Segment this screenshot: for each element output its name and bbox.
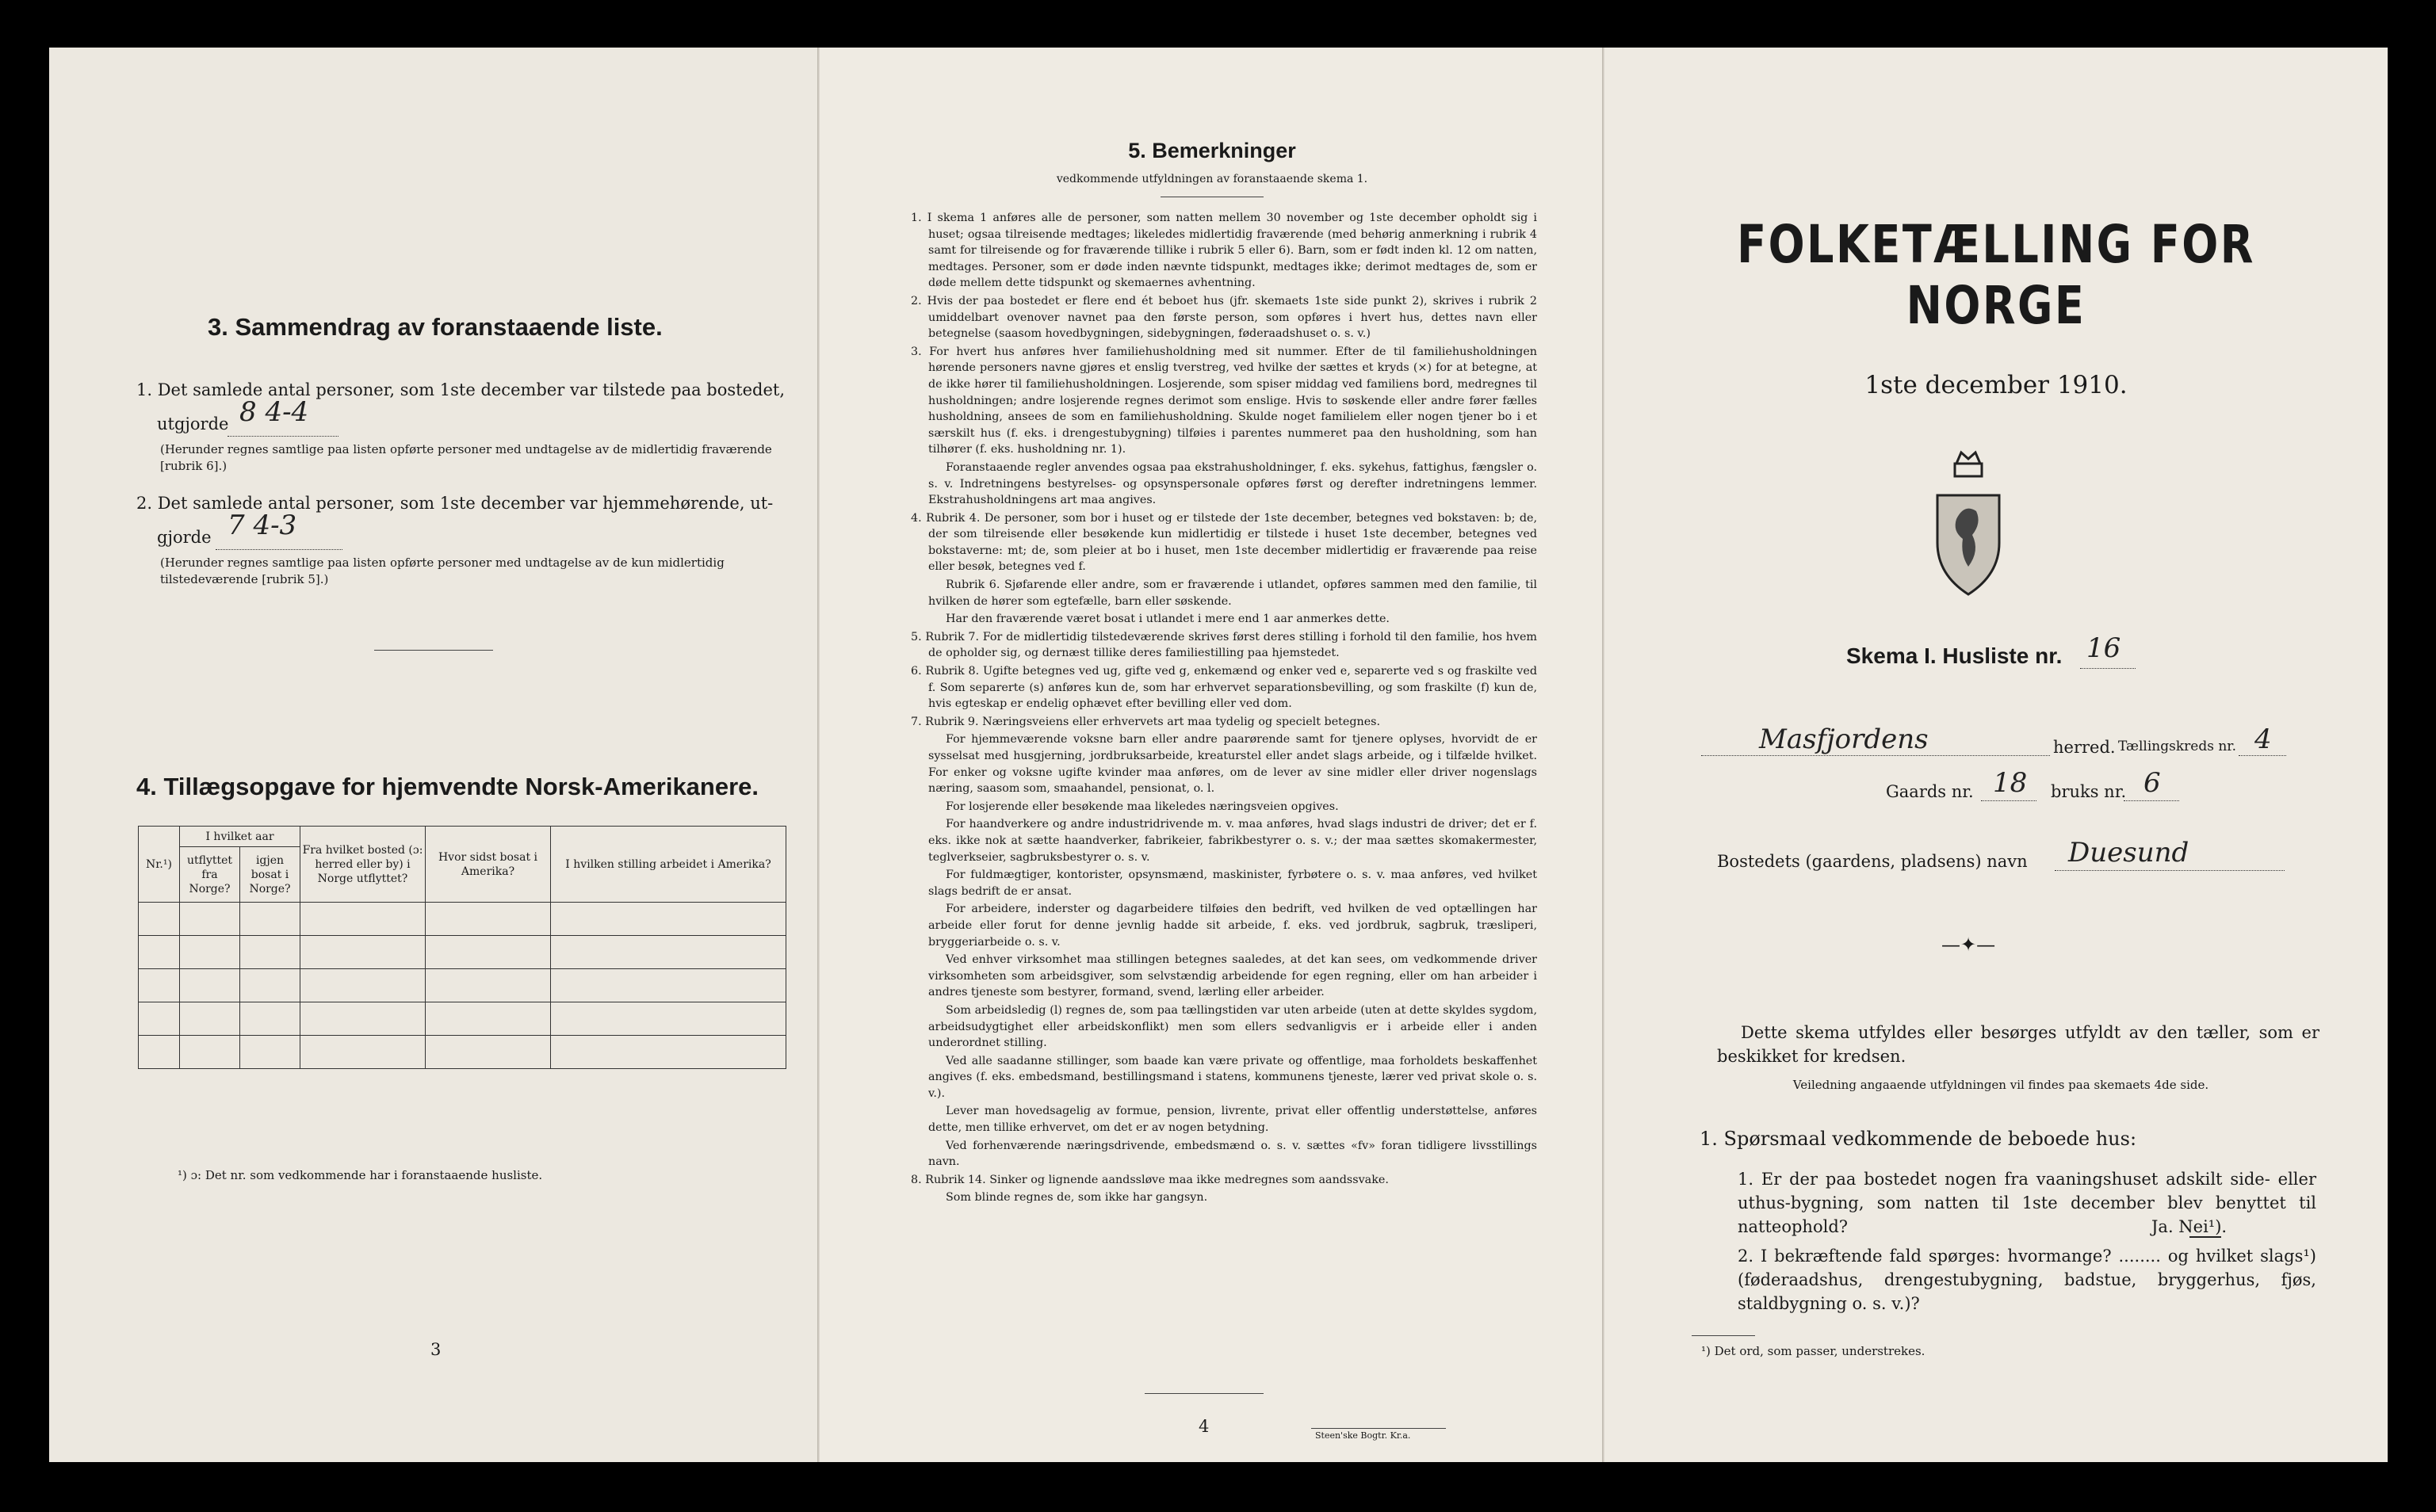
gaards-label: Gaards nr. [1886,782,1974,801]
middle-page-number: 4 [1199,1417,1210,1436]
intro-text: Dette skema utfyldes eller besørges utfyldt av den tæller, som er beskikket for kredsen. [1717,1023,2319,1066]
left-page-number: 3 [430,1340,442,1359]
item1-dotted-line [228,436,338,437]
husliste-dotted-line [2080,668,2136,669]
col-utflyttet-header: utflyttet fra Norge? [180,847,240,903]
bruks-value: 6 [2143,767,2161,799]
section3-item2-value: 7 4-3 [228,510,297,541]
form-date: 1ste december 1910. [1864,371,2128,399]
remark-paragraph: For losjerende eller besøkende maa likeledes næringsveien opgives. [946,800,1339,813]
question-1-answer: Ja. Nei¹). [2151,1217,2228,1236]
remark-paragraph: 1. I skema 1 anføres alle de personer, som natten mellem 30 november og 1ste december opholdt sig i huset; ogsaa tilreisende medtages; likeledes midlertidig fraværende (med behørig anmerkning i rubrik 4 samt for tilreisende og for fraværende tillike i rubrik 5 eller 6). Barn, som er født inden kl. 12 om natten, medtages. Personer, som er døde inden nævnte tidspunkt, medtages ikke; derimot medtages de, som er døde mellem dette tidspunkt og skemaernes avhentning. [911,212,1537,290]
footnote-rule [1692,1335,1755,1336]
bosted-label: Bostedets (gaardens, pladsens) navn [1717,852,2028,871]
intro-note: Veiledning angaaende utfyldningen vil findes paa skemaets 4de side. [1792,1078,2209,1092]
item2-dotted-line [216,549,342,550]
norsk-amerikanere-table [138,826,786,1069]
kreds-value: 4 [2254,724,2272,755]
right-footnote: ¹) Det ord, som passer, understrekes. [1701,1344,1925,1358]
herred-label: herred. [2053,738,2116,757]
left-page [49,48,820,1462]
section4-title: 4. Tillægsopgave for hjemvendte Norsk-Amerikanere. [136,773,759,800]
bosted-dotted-line [2055,870,2285,871]
section3-item1: 1. Det samlede antal personer, som 1ste december var tilstede paa bostedet, [136,380,786,399]
remark-paragraph: Ved forhenværende næringsdrivende, embedsmænd o. s. v. sættes «fv» foran tidligere livsstillings navn. [928,1139,1537,1169]
remark-paragraph: For haandverkere og andre industridrivende m. v. maa anføres, hvad slags industri de driver; det er f. eks. ikke nok at sætte haandverker, fabrikeier, fabrikbestyrer o. s. v.; der maa sættes skomakermester, teglverkseier, sagbruksbestyrer o. s. v. [928,818,1537,864]
question-2: 2. I bekræftende fald spørges: hvormange? ........ og hvilket slags¹) (føderaadshus, drengestubygning, badstue, bryggerhus, fjøs, staldbygning o. s. v.)? [1738,1247,2316,1313]
bruks-dotted-line [2124,800,2179,801]
col-stilling-header: I hvilken stilling arbeidet i Amerika? [551,827,786,903]
section3-item2: 2. Det samlede antal personer, som 1ste december var hjemmehørende, ut- [136,494,774,513]
remark-paragraph: Som arbeidsledig (l) regnes de, som paa tællingstiden var uten arbeide (uten at dette skyldes sygdom, arbeidsudygtighet eller arbeidskonflikt) men som ellers sedvanligvis er i arbeide eller i anden underordnet stilling. [928,1003,1537,1050]
middle-page [820,48,1604,1462]
section3-item1-value: 8 4-4 [239,396,309,428]
table-row [139,903,786,936]
section3-title: 3. Sammendrag av foranstaaende liste. [208,313,663,341]
gaards-value: 18 [1993,767,2028,799]
questions-title: 1. Spørsmaal vedkommende de beboede hus: [1700,1128,2137,1150]
col-group-header: I hvilket aar [180,827,300,847]
remark-paragraph: Foranstaaende regler anvendes ogsaa paa ekstrahusholdninger, f. eks. sykehus, fattighus, fængsler o. s. v. Indretningens bestyrelses- og opsynspersonale opføres først og derefter indretningens lemmer. Ekstrahusholdningens art maa angives. [928,460,1537,507]
table-row [139,969,786,1002]
table-row [139,936,786,969]
col-hvor-header: Hvor sidst bosat i Amerika? [426,827,551,903]
section3-item2-note: (Herunder regnes samtlige paa listen opførte personer med undtagelse av de kun midlertidig tilstedeværende [rubrik 5].) [160,556,725,586]
col-nr-header: Nr.¹) [139,827,180,903]
remark-paragraph: Har den fraværende været bosat i utlandet i mere end 1 aar anmerkes dette. [946,613,1390,626]
remark-paragraph: 5. Rubrik 7. For de midlertidig tilstedeværende skrives først deres stilling i forhold til den familie, hos hvem de opholder sig, og dernæst tillike deres familiestilling paa hjemstedet. [911,630,1537,660]
herred-value: Masfjordens [1759,724,1929,755]
remark-paragraph: Lever man hovedsagelig av formue, pension, livrente, privat eller offentlig understøttelse, anføres dette, men tillike erhvervet, om det er av nogen betydning. [928,1105,1537,1135]
herred-dotted-line [1701,755,2050,756]
bosted-value: Duesund [2068,837,2189,869]
remark-paragraph: For fuldmægtiger, kontorister, opsynsmænd, maskinister, fyrbøtere o. s. v. maa anføres, ved hvilket slags bedrift de er ansat. [928,869,1537,898]
table-row [139,1002,786,1036]
coat-of-arms-icon [1933,448,2004,598]
nei-underline [2189,1236,2221,1238]
bruks-label: bruks nr. [2051,782,2127,801]
printer-rule [1311,1428,1446,1429]
col-fra-header: Fra hvilket bosted (ɔ: herred eller by) i Norge utflyttet? [300,827,426,903]
question-1: 1. Er der paa bostedet nogen fra vaaningshuset adskilt side- eller uthus-bygning, som natten til 1ste december blev benyttet til natteophold? [1738,1170,2316,1236]
remark-paragraph: 7. Rubrik 9. Næringsveiens eller erhvervets art maa tydelig og specielt betegnes. [911,715,1381,728]
printer-mark: Steen'ske Bogtr. Kr.a. [1315,1430,1411,1441]
remark-paragraph: 6. Rubrik 8. Ugifte betegnes ved ug, gifte ved g, enkemænd og enker ved e, separerte ved s og fraskilte ved f. Som separerte (s) anføres kun de, som har erhvervet separationsbevilling, og som fraskilte (f) kun de, hvis egteskap er endelig ophævet efter bevilling eller ved dom. [911,665,1537,711]
remark-paragraph: Ved alle saadanne stillinger, som baade kan være private og offentlige, maa forholdets beskaffenhet angives (f. eks. embedsmand, bestillingsmand i statens, kommunens tjeneste, lærer ved privat skole o. s. v.). [928,1054,1537,1100]
col-igjen-header: igjen bosat i Norge? [240,847,300,903]
section3-item1-note: (Herunder regnes samtlige paa listen opførte personer med undtagelse av de midlertidig fraværende [rubrik 6].) [160,442,772,473]
kreds-dotted-line [2239,755,2286,756]
remark-paragraph: Ved enhver virksomhet maa stillingen betegnes saaledes, at det kan sees, om vedkommende driver virksomheten som arbeidsgiver, som selvstændig arbeidende for egen regning, eller om han arbeider i andres tjeneste som bestyrer, formand, svend, lærling eller arbeider. [928,953,1537,999]
remark-paragraph: For arbeidere, inderster og dagarbeidere tilføies den bedrift, ved hvilken de ved optællingen har arbeide eller forut for denne jevnlig hadde sit arbeide, f. eks. ved jordbruk, sagbruk, træsliperi, bryggeriarbeide o. s. v. [928,903,1537,949]
remark-paragraph: 2. Hvis der paa bostedet er flere end ét beboet hus (jfr. skemaets 1ste side punkt 2), skrives i rubrik 2 umiddelbart ovenover navnet paa den første person, som opføres i hvert hus, dettes navn eller betegnelse (saasom hovedbygningen, sidebygningen, føderaadshuset o. s. v.) [911,294,1537,341]
remark-paragraph: Rubrik 6. Sjøfarende eller andre, som er fraværende i utlandet, opføres sammen med den familie, til hvilken de hører som egtefælle, barn eller søskende. [928,578,1537,608]
kreds-label: Tællingskreds nr. [2118,739,2236,754]
table-row [139,1036,786,1069]
divider [374,650,493,651]
ornament: —✦— [1941,934,1996,956]
form-title: FOLKETÆLLING FOR NORGE [1737,214,2255,336]
remark-paragraph: 3. For hvert hus anføres hver familiehusholdning med sit nummer. Efter de til familiehusholdningen hørende personers navne gjøres et enslig tverstreg, ved hvilke der sættes et kryds (×) for at betegne, at de ikke hører til familiehusholdningen. Losjerende, som spiser middag ved familiens bord, medregnes til husholdningen; andre losjerende regnes derimot som enslige. Hvis to søskende eller andre fører fælles husholdning, ansees de som en familiehusholdning. Skulde noget familielem eller nogen tjener bo i et særskilt hus (f. eks. i drengestubygning) tilføies i parentes nummeret paa den husholdning, som han tilhører (f. eks. husholdning nr. 1). [911,345,1537,456]
remark-paragraph: 4. Rubrik 4. De personer, som bor i huset og er tilstede der 1ste december, betegnes ved bokstaven: b; de, der som tilreisende eller besøkende kun midlertidig er tilstede i huset 1ste december, betegnes ved bokstaverne: mt; de, som pleier at bo i huset, men 1ste december midlertidig er fraværende paa reise eller besøk, betegnes ved f. [911,511,1537,574]
remarks-subtitle: vedkommende utfyldningen av foranstaaende skema 1. [1056,173,1368,185]
section3-item1-prefix: utgjorde [157,414,229,433]
remark-paragraph: For hjemmeværende voksne barn eller andre paarørende samt for tjenere oplyses, hvorvidt de er sysselsat med husgjerning, jordbruksarbeide, kreaturstel eller andet slags arbeide, og i tilfælde hvilket. For enker og voksne ugifte kvinder maa anføres, om de lever av sine midler eller driver nogenslags næring, saasom som, smaahandel, pensionat, o. l. [928,733,1537,796]
remarks-body [911,210,1537,1208]
remark-paragraph: Som blinde regnes de, som ikke har gangsyn. [946,1191,1208,1205]
gaards-dotted-line [1981,800,2036,801]
remarks-title: 5. Bemerkninger [1128,139,1296,162]
right-page [1604,48,2388,1462]
section4-footnote: ¹) ɔ: Det nr. som vedkommende har i foranstaaende husliste. [178,1168,543,1182]
remark-paragraph: 8. Rubrik 14. Sinker og lignende aandssløve maa ikke medregnes som aandssvake. [911,1173,1389,1186]
husliste-nr-value: 16 [2086,632,2121,664]
divider [1145,1393,1264,1394]
skema-label: Skema I. Husliste nr. [1846,643,2063,668]
section3-item2-prefix: gjorde [157,528,212,547]
